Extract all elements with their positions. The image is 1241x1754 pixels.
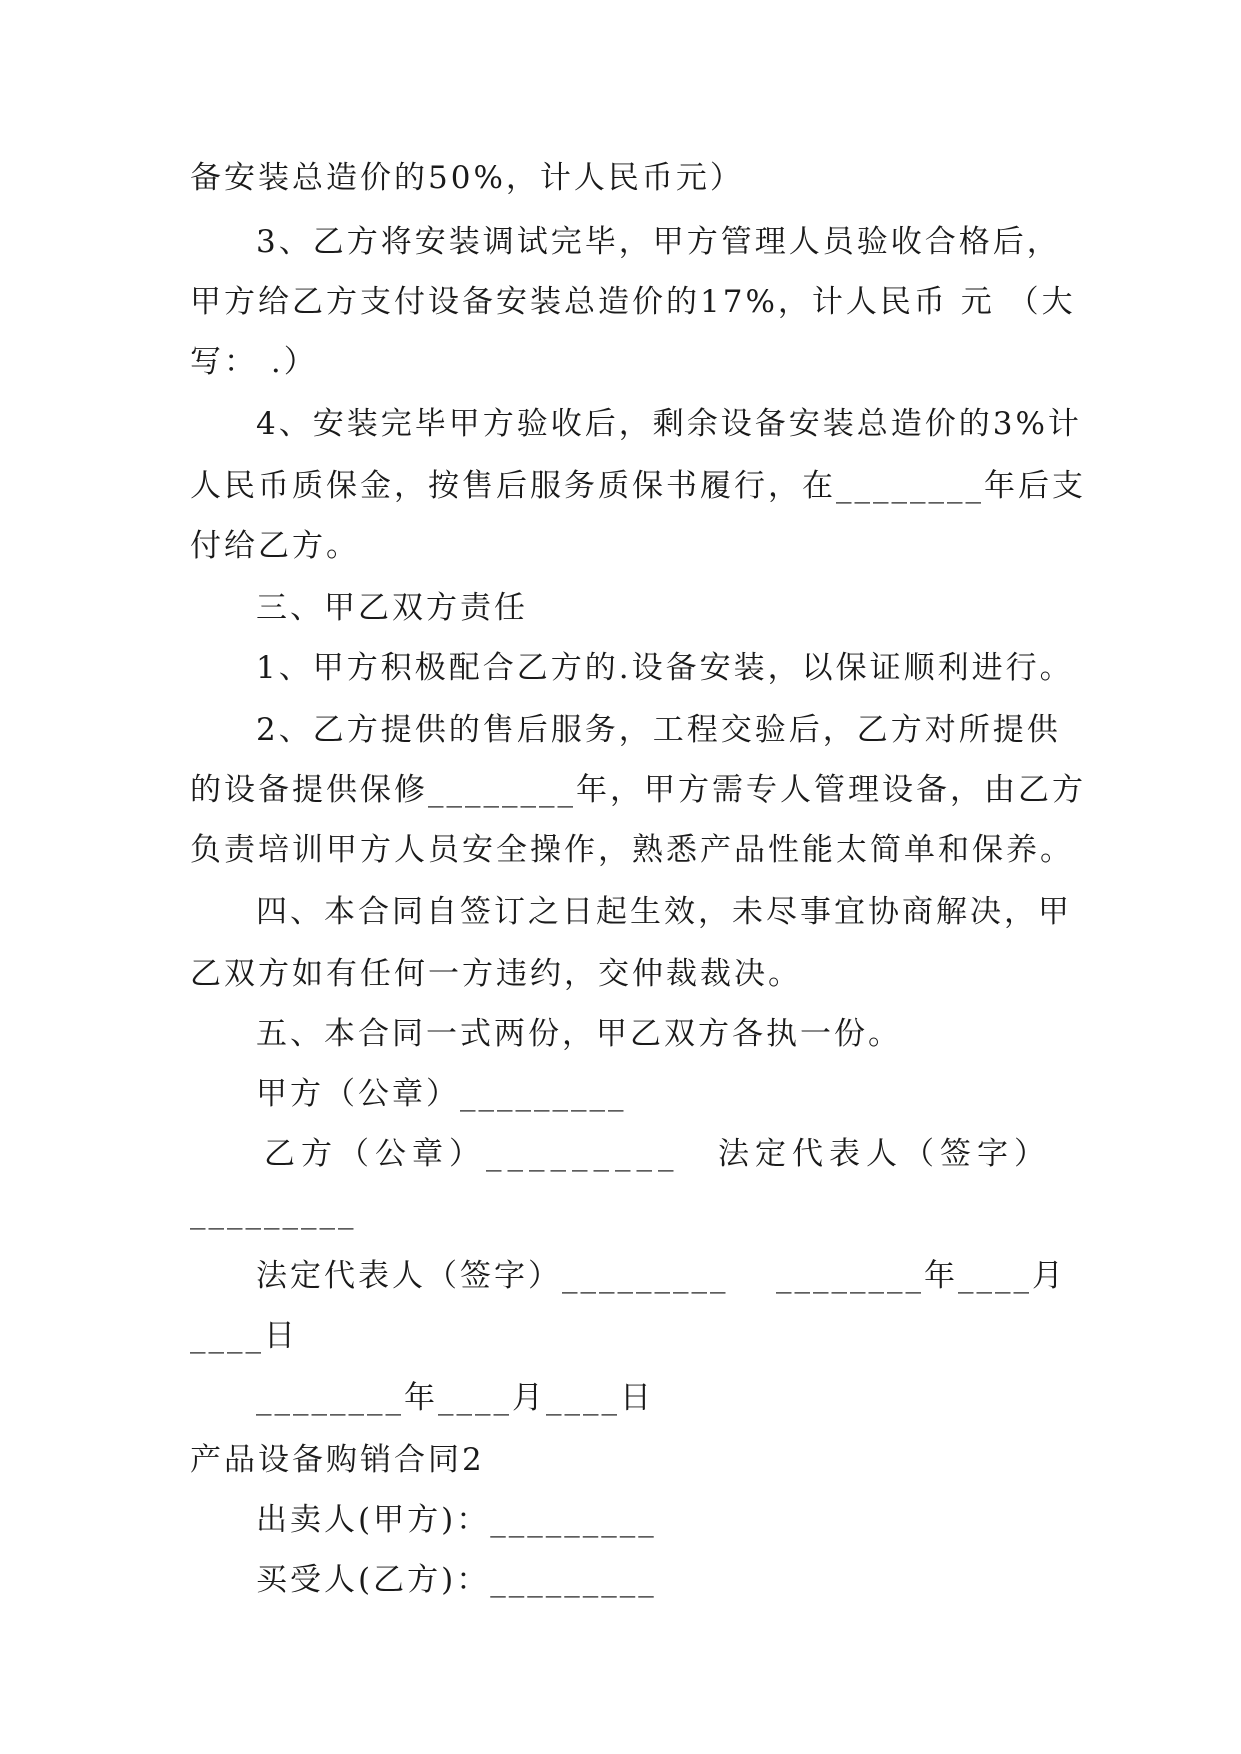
- text-line: 负责培训甲方人员安全操作，熟悉产品性能太简单和保养。: [190, 832, 1074, 868]
- section-heading: 三、甲乙双方责任: [256, 590, 528, 626]
- text-line: 五、本合同一式两份，甲乙双方各执一份。: [256, 1016, 902, 1052]
- text-line: 写： .）: [190, 344, 318, 380]
- text-line: 4、安装完毕甲方验收后，剩余设备安装总造价的3%计: [256, 406, 1082, 442]
- text-line: 1、甲方积极配合乙方的.设备安装，以保证顺利进行。: [256, 650, 1074, 686]
- legal-rep-signature-label: 法定代表人（签字）: [718, 1136, 1051, 1172]
- date-line: ________年____月: [776, 1258, 1066, 1294]
- text-line: 乙双方如有任何一方违约，交仲裁裁决。: [190, 956, 802, 992]
- text-line: 2、乙方提供的售后服务，工程交验后，乙方对所提供: [256, 712, 1061, 748]
- seller-line: 出卖人(甲方)：_________: [256, 1502, 657, 1538]
- party-b-seal-line: 乙方（公章）_________: [264, 1136, 680, 1172]
- text-line: 人民币质保金，按售后服务质保书履行，在________年后支: [190, 468, 1086, 504]
- party-a-seal-line: 甲方（公章）_________: [256, 1076, 627, 1112]
- text-line: 付给乙方。: [190, 528, 360, 564]
- text-line: 备安装总造价的50%，计人民币元）: [190, 160, 744, 196]
- legal-rep-signature-line: 法定代表人（签字）_________: [256, 1258, 729, 1294]
- text-line: 甲方给乙方支付设备安装总造价的17%，计人民币 元 （大: [190, 284, 1076, 320]
- text-line: 3、乙方将安装调试完毕，甲方管理人员验收合格后，: [256, 224, 1061, 260]
- text-line: 的设备提供保修________年，甲方需专人管理设备，由乙方: [190, 772, 1086, 808]
- signature-blank: _________: [190, 1194, 357, 1230]
- buyer-line: 买受人(乙方)：_________: [256, 1562, 657, 1598]
- text-line: 四、本合同自签订之日起生效，未尽事宜协商解决，甲: [256, 894, 1072, 930]
- date-line: ____日: [190, 1318, 298, 1354]
- date-line: ________年____月____日: [256, 1380, 654, 1416]
- contract-title: 产品设备购销合同2: [190, 1442, 485, 1478]
